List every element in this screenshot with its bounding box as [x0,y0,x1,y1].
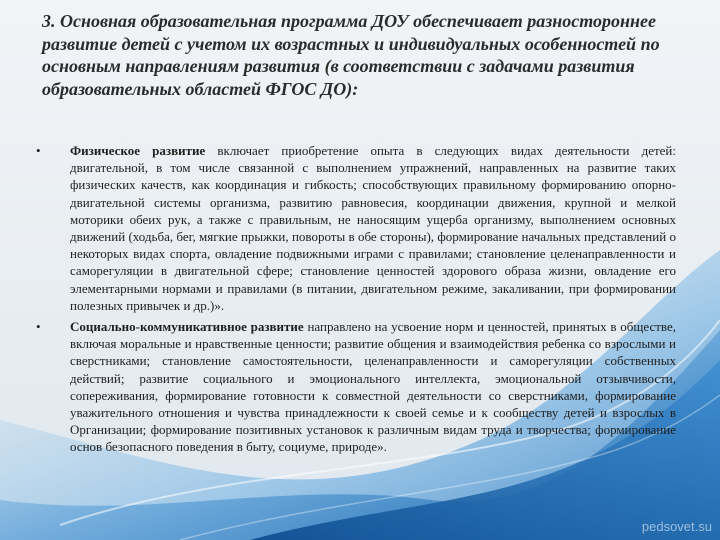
bullet-social-communicative-development [36,318,676,456]
bullet-marker: • [36,319,41,335]
bullet-marker: • [36,143,41,158]
slide-title: 3. Основная образовательная программа ДОУ обеспечивает разностороннее развитие детей с учетом их возрастных и индивидуальных особенностей по основным направлениям развития (в соответствии с задачами развития образовательных областей ФГОС ДО): [42,11,660,99]
bullet-list [36,142,676,460]
watermark: pedsovet.su [641,519,712,534]
bullet-physical-development [36,142,676,314]
bullet-text: включает приобретение опыта в следующих видах деятельности детей: двигательной, в том числе связанной с выполнением упражнений, направленных на развитие таких физических качеств, как координация и гибкость; способствующих правильному формированию опорно-двигательной системы организма, развитию равновесия, координации движения, крупной и мелкой моторики обеих рук, а также с правильным, не наносящим ущерба организму, выполнением основных движений (ходьба, бег, мягкие прыжки, повороты в обе стороны), формирование начальных представлений о некоторых видах спорта, овладение подвижными играми с правилами; становление целенаправленности и саморегуляции в двигательной сфере; становление ценностей здорового образа жизни, овладение его элементарными нормами и правилами (в питании, двигательном режиме, закаливании, при формировании полезных привычек и др.)». [70,143,676,313]
bullet-text: направлено на усвоение норм и ценностей, принятых в обществе, включая моральные и нравственные ценности; развитие общения и взаимодействия ребенка со взрослыми и сверстниками; становление самостоятельности, целенаправленности и саморегуляции собственных действий; развитие социального и эмоционального интеллекта, эмоциональной отзывчивости, сопереживания, формирование готовности к совместной деятельности со сверстниками, формирование уважительного отношения и чувства принадлежности к своей семье и к сообществу детей и взрослых в Организации; формирование позитивных установок к различным видам труда и творчества; формирование основ безопасного поведения в быту, социуме, природе». [70,319,676,455]
bullet-heading: Социально-коммуникативное развитие [70,319,304,335]
bullet-heading: Физическое развитие [70,143,206,158]
